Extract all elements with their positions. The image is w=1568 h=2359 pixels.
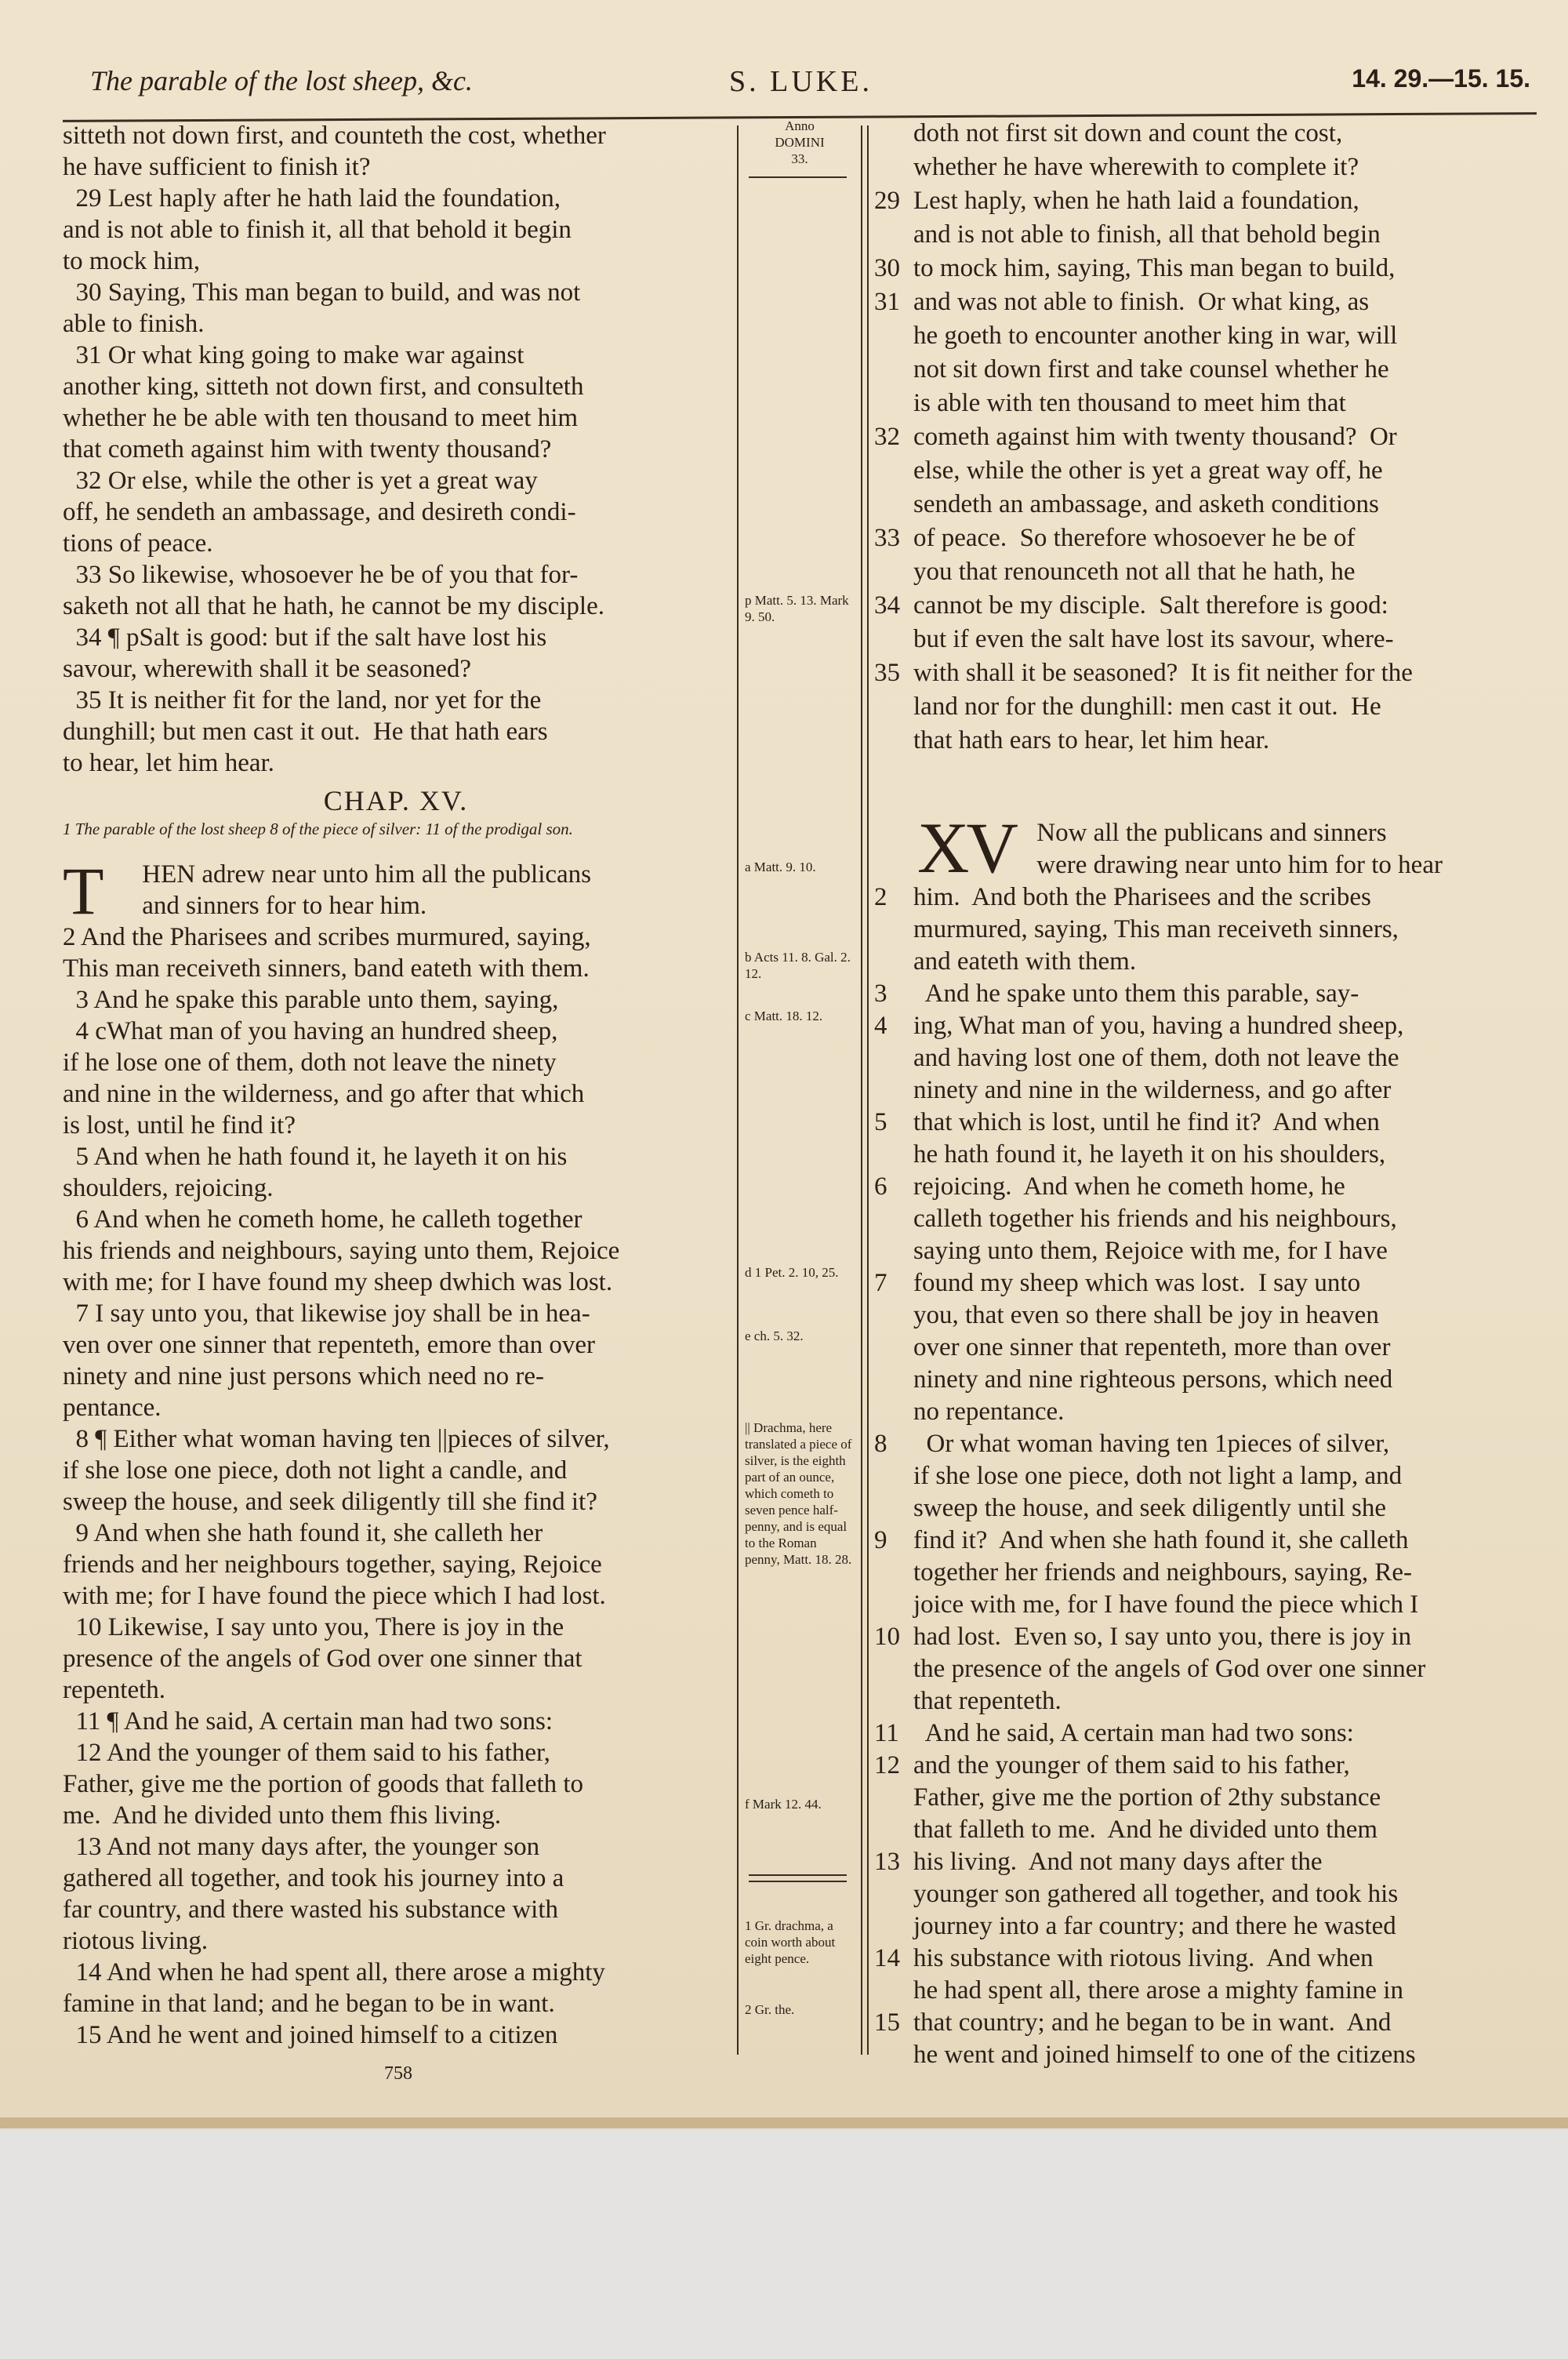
text-line: HEN adrew near unto him all the publicans [110,860,591,889]
text-line: Father, give me the portion of 2thy substance [913,1783,1381,1812]
text-line: find it? And when she hath found it, she calleth [913,1526,1409,1554]
text-line: Or what woman having ten 1pieces of silver, [913,1430,1390,1458]
verse-number: 33 [874,524,900,552]
anno-domini-label [745,118,855,167]
verse-number: 34 [874,591,900,620]
verse-number: 29 [874,187,900,215]
text-line: pentance. [63,1394,162,1422]
text-line: over one sinner that repenteth, more than over [913,1333,1391,1361]
verse-number: 6 [874,1172,887,1201]
text-line: another king, sitteth not down first, and consulteth [63,373,584,401]
text-line: sitteth not down first, and counteth the cost, whether [63,122,606,150]
verse-number: 7 [874,1269,887,1297]
column-rule [861,125,862,2055]
margin-note: p Matt. 5. 13. Mark 9. 50. [745,593,849,624]
text-line: but if even the salt have lost its savour, where- [913,625,1394,653]
text-line: 31 Or what king going to make war against [63,341,524,369]
text-line: ninety and nine just persons which need no re- [63,1362,545,1390]
margin-rule [749,1874,847,1876]
text-line: calleth together his friends and his neighbours, [913,1205,1397,1233]
margin-note: e ch. 5. 32. [745,1329,804,1343]
text-line: that hath ears to hear, let him hear. [913,726,1270,754]
text-line: and is not able to finish it, all that behold it begin [63,216,572,244]
text-line: 30 Saying, This man began to build, and was not [63,278,581,307]
text-line: tions of peace. [63,529,213,558]
text-line: and was not able to finish. Or what king, as [913,288,1370,316]
text-line: and having lost one of them, doth not leave the [913,1044,1399,1072]
rv-margin-note: 2 Gr. the. [745,2002,795,2017]
text-line: had lost. Even so, I say unto you, there is joy in [913,1623,1412,1651]
margin-note: b Acts 11. 8. Gal. 2. 12. [745,950,851,981]
verse-number: 15 [874,2008,900,2037]
column-rule [867,125,869,2055]
text-line: ninety and nine in the wilderness, and go after [913,1076,1392,1104]
text-line: he goeth to encounter another king in war, will [913,322,1398,350]
text-line: and sinners for to hear him. [110,892,427,920]
text-line: the presence of the angels of God over one sinner [913,1655,1426,1683]
column-rule [737,125,739,2055]
text-line: Now all the publicans and sinners [953,819,1387,847]
margin-rule [749,1881,847,1882]
text-line: with me; for I have found my sheep dwhich was lost. [63,1268,613,1296]
text-line: he have sufficient to finish it? [63,153,371,181]
text-line: to mock him, [63,247,201,275]
text-line: riotous living. [63,1927,209,1955]
text-line: that country; and he began to be in want. And [913,2008,1392,2037]
text-line: able to finish. [63,310,205,338]
text-line: and nine in the wilderness, and go after that which [63,1080,585,1108]
text-line: 11 ¶ And he said, A certain man had two sons: [63,1707,554,1736]
text-line: Lest haply, when he hath laid a foundation, [913,187,1359,215]
text-line: 33 So likewise, whosoever he be of you that for- [63,561,579,589]
text-line: to mock him, saying, This man began to build, [913,254,1396,282]
text-line: is lost, until he find it? [63,1111,296,1140]
text-line: rejoicing. And when he cometh home, he [913,1172,1345,1201]
text-line: he hath found it, he layeth it on his shoulders, [913,1140,1386,1169]
text-line: ing, What man of you, having a hundred sheep, [913,1012,1404,1040]
margin-note: f Mark 12. 44. [745,1797,822,1812]
text-line: were drawing near unto him for to hear [953,851,1443,879]
text-line: else, while the other is yet a great way off, he [913,456,1383,485]
text-line: savour, wherewith shall it be seasoned? [63,655,472,683]
text-line: whether he have wherewith to complete it? [913,153,1359,181]
chapter-heading: CHAP. XV. [323,785,469,816]
margin-note: || Drachma, here translated a piece of silver, is the eighth part of an ounce, which cometh to seven pence half-penny, and is equal to the Roman penny, Matt. 18. 28. [745,1420,852,1567]
text-line: if she lose one piece, doth not light a lamp, and [913,1462,1403,1490]
text-line: that cometh against him with twenty thousand? [63,435,552,463]
text-line: 8 ¶ Either what woman having ten ||pieces of silver, [63,1425,610,1453]
page-edge [0,2117,1568,2128]
text-line: if he lose one of them, doth not leave the ninety [63,1049,557,1077]
text-line: saying unto them, Rejoice with me, for I have [913,1237,1388,1265]
text-line: And he spake unto them this parable, say- [913,980,1359,1008]
running-head-reference: 14. 29.—15. 15. [1352,64,1530,93]
margin-note: d 1 Pet. 2. 10, 25. [745,1265,839,1280]
text-line: repenteth. [63,1676,166,1704]
text-line: found my sheep which was lost. I say unto [913,1269,1361,1297]
text-line: off, he sendeth an ambassage, and desireth condi- [63,498,576,526]
verse-number: 3 [874,980,887,1008]
text-line: and is not able to finish, all that behold begin [913,220,1381,249]
page-number: 758 [384,2063,412,2084]
verse-number: 12 [874,1751,900,1779]
running-head-book: S. LUKE. [729,65,873,98]
text-line: his substance with riotous living. And when [913,1944,1374,1972]
verse-number: 14 [874,1944,900,1972]
verse-number: 11 [874,1719,899,1747]
text-line: to hear, let him hear. [63,749,274,777]
text-line: 12 And the younger of them said to his father, [63,1739,550,1767]
text-line: sendeth an ambassage, and asketh conditions [913,490,1379,518]
text-line: his living. And not many days after the [913,1848,1323,1876]
text-line: 9 And when she hath found it, she calleth her [63,1519,543,1547]
text-line: dunghill; but men cast it out. He that hath ears [63,718,548,746]
text-line: younger son gathered all together, and took his [913,1880,1399,1908]
text-line: 32 Or else, while the other is yet a great way [63,467,538,495]
text-line: presence of the angels of God over one sinner that [63,1645,583,1673]
text-line: you, that even so there shall be joy in heaven [913,1301,1379,1329]
text-line: sweep the house, and seek diligently till she find it? [63,1488,597,1516]
text-line: 7 I say unto you, that likewise joy shall be in hea- [63,1299,590,1328]
text-line: whether he be able with ten thousand to meet him [63,404,579,432]
verse-number: 30 [874,254,900,282]
text-line: 3 And he spake this parable unto them, saying, [63,986,559,1014]
text-line: ven over one sinner that repenteth, emore than over [63,1331,595,1359]
drop-cap: T [63,853,104,929]
text-line: is able with ten thousand to meet him that [913,389,1346,417]
verse-number: 31 [874,288,900,316]
text-line: This man receiveth sinners, band eateth with them. [63,954,590,983]
text-line: his friends and neighbours, saying unto them, Rejoice [63,1237,620,1265]
text-line: 4 cWhat man of you having an hundred sheep, [63,1017,558,1045]
text-line: not sit down first and take counsel whether he [913,355,1389,383]
year-text: 33. [791,151,808,166]
chapter-numeral: XV [917,808,1015,888]
text-line: 10 Likewise, I say unto you, There is joy in the [63,1613,564,1641]
text-line: no repentance. [913,1398,1065,1426]
text-line: gathered all together, and took his journey into a [63,1864,564,1892]
text-line: far country, and there wasted his substance with [63,1896,558,1924]
text-line: him. And both the Pharisees and the scribes [913,883,1371,911]
text-line: 13 And not many days after, the younger son [63,1833,540,1861]
margin-note: a Matt. 9. 10. [745,860,816,874]
anno-text: Anno [785,118,815,133]
text-line: joice with me, for I have found the piece which I [913,1590,1419,1619]
text-line: that repenteth. [913,1687,1062,1715]
text-line: together her friends and neighbours, saying, Re- [913,1558,1412,1587]
chapter-summary: 1 The parable of the lost sheep 8 of the piece of silver: 11 of the prodigal son. [63,820,573,838]
text-line: saketh not all that he hath, he cannot be my disciple. [63,592,604,620]
text-line: ninety and nine righteous persons, which need [913,1365,1393,1394]
text-line: cannot be my disciple. Salt therefore is good: [913,591,1388,620]
margin-rule [749,176,847,178]
text-line: friends and her neighbours together, saying, Rejoice [63,1550,602,1579]
text-line: land nor for the dunghill: men cast it out. He [913,692,1381,721]
text-line: journey into a far country; and there he wasted [913,1912,1396,1940]
verse-number: 9 [874,1526,887,1554]
text-line: 14 And when he had spent all, there arose a mighty [63,1958,605,1986]
text-line: of peace. So therefore whosoever he be of [913,524,1356,552]
domini-text: DOMINI [775,135,825,150]
verse-number: 4 [874,1012,887,1040]
margin-note: c Matt. 18. 12. [745,1009,823,1023]
verse-number: 35 [874,659,900,687]
verse-number: 8 [874,1430,887,1458]
verse-number: 5 [874,1108,887,1136]
text-line: 15 And he went and joined himself to a citizen [63,2021,558,2049]
text-line: And he said, A certain man had two sons: [913,1719,1354,1747]
text-line: with shall it be seasoned? It is fit neither for the [913,659,1413,687]
text-line: Father, give me the portion of goods that falleth to [63,1770,584,1798]
text-line: you that renounceth not all that he hath, he [913,558,1356,586]
text-line: doth not first sit down and count the cost, [913,119,1343,147]
text-line: shoulders, rejoicing. [63,1174,274,1202]
text-line: 5 And when he hath found it, he layeth it on his [63,1143,568,1171]
verse-number: 10 [874,1623,900,1651]
text-line: and the younger of them said to his father, [913,1751,1350,1779]
running-head-left: The parable of the lost sheep, &c. [90,65,473,96]
text-line: 6 And when he cometh home, he calleth together [63,1205,583,1234]
text-line: with me; for I have found the piece which I had lost. [63,1582,606,1610]
text-line: and eateth with them. [913,947,1137,976]
text-line: if she lose one piece, doth not light a candle, and [63,1456,568,1485]
text-line: cometh against him with twenty thousand? Or [913,423,1397,451]
text-line: 35 It is neither fit for the land, nor yet for the [63,686,542,714]
text-line: 29 Lest haply after he hath laid the foundation, [63,184,561,213]
text-line: that falleth to me. And he divided unto them [913,1816,1378,1844]
text-line: 2 And the Pharisees and scribes murmured, saying, [63,923,591,951]
text-line: me. And he divided unto them fhis living. [63,1801,502,1830]
text-line: famine in that land; and he began to be in want. [63,1990,555,2018]
text-line: that which is lost, until he find it? And when [913,1108,1380,1136]
rv-margin-note: 1 Gr. drachma, a coin worth about eight pence. [745,1918,836,1966]
verse-number: 2 [874,883,887,911]
verse-number: 13 [874,1848,900,1876]
verse-number: 32 [874,423,900,451]
text-line: sweep the house, and seek diligently until she [913,1494,1387,1522]
text-line: he went and joined himself to one of the citizens [913,2041,1416,2069]
text-line: murmured, saying, This man receiveth sinners, [913,915,1399,943]
text-line: 34 ¶ pSalt is good: but if the salt have lost his [63,623,547,652]
text-line: he had spent all, there arose a mighty famine in [913,1976,1403,2005]
